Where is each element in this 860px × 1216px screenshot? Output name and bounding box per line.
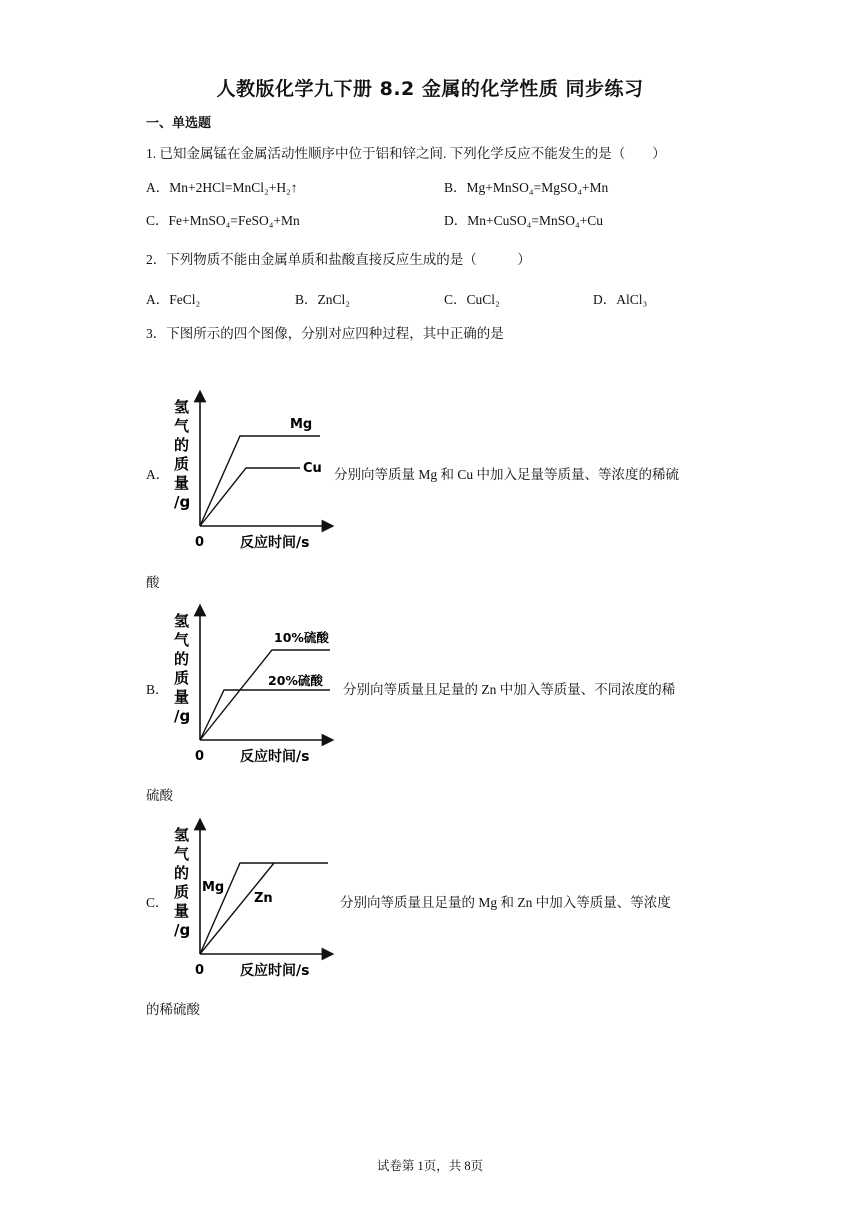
curve-label-20-percent: 20%硫酸 (268, 673, 323, 688)
y-label-char: 量 (174, 474, 190, 492)
y-label-char: 的 (174, 650, 190, 668)
y-label-char: 气 (174, 845, 190, 863)
question-2-option-b: B．ZnCl₂ (295, 292, 350, 307)
x-axis-label: 反应时间/s (240, 749, 310, 765)
x-axis-label: 反应时间/s (240, 963, 310, 979)
question-2-stem: 2．下列物质不能由金属单质和盐酸直接反应生成的是（ ） (146, 252, 531, 267)
question-3-option-a-text: 分别向等质量 Mg 和 Cu 中加入足量等质量、等浓度的稀硫 (334, 467, 680, 482)
question-3-option-c-letter: C． (146, 895, 169, 910)
question-3-option-b-text: 分别向等质量且足量的 Zn 中加入等质量、不同浓度的稀 (343, 682, 676, 697)
curve-mg (200, 863, 328, 954)
y-label-char: 氢 (174, 398, 190, 416)
curve-label-mg: Mg (202, 880, 225, 895)
y-label-char: 的 (174, 436, 190, 454)
page-footer: 试卷第 1页，共 8页 (376, 1159, 484, 1173)
question-3-option-c-text-cont: 的稀硫酸 (146, 1002, 200, 1017)
curve-label-mg: Mg (290, 417, 313, 432)
section-heading: 一、单选题 (146, 116, 212, 131)
page-title: 人教版化学九下册 8.2 金属的化学性质 同步练习 (216, 78, 644, 100)
curve-label-10-percent: 10%硫酸 (274, 630, 329, 645)
question-3-option-c-text: 分别向等质量且足量的 Mg 和 Zn 中加入等质量、等浓度 (340, 895, 671, 910)
y-label-char: /g (174, 921, 191, 939)
question-3-option-b-letter: B． (146, 682, 169, 697)
question-1-option-b: B．Mg+MnSO₄=MgSO₄+Mn (444, 180, 609, 195)
y-label-char: 气 (174, 631, 190, 649)
curve-label-zn: Zn (254, 891, 273, 906)
y-label-char: 质 (174, 455, 190, 473)
y-label-char: /g (174, 493, 191, 511)
curve-mg (200, 436, 320, 526)
y-label-char: 气 (174, 417, 190, 435)
y-label-char: 量 (174, 902, 190, 920)
curve-label-cu: Cu (303, 461, 322, 476)
curve-cu (200, 468, 300, 526)
question-3-option-a-letter: A． (146, 467, 170, 482)
question-1-stem: 1. 已知金属锰在金属活动性顺序中位于铝和锌之间. 下列化学反应不能发生的是（ ） (146, 146, 666, 161)
y-label-char: 质 (174, 669, 190, 687)
question-1-option-a: A．Mn+2HCl=MnCl₂+H₂↑ (146, 180, 298, 195)
question-3-option-b-text-cont: 硫酸 (146, 788, 173, 803)
y-label-char: /g (174, 707, 191, 725)
origin-label: 0 (195, 749, 205, 764)
question-2-option-c: C．CuCl₂ (444, 292, 500, 307)
y-label-char: 的 (174, 864, 190, 882)
origin-label: 0 (195, 963, 205, 978)
question-2-option-d: D．AlCl₃ (593, 292, 648, 307)
curve-10-percent (200, 650, 330, 740)
question-2-option-a: A．FeCl₂ (146, 292, 201, 307)
y-label-char: 质 (174, 883, 190, 901)
question-1-option-c: C．Fe+MnSO₄=FeSO₄+Mn (146, 213, 300, 228)
question-1-option-d: D．Mn+CuSO₄=MnSO₄+Cu (444, 213, 604, 228)
graph-b (162, 602, 338, 768)
y-label-char: 氢 (174, 826, 190, 844)
question-3-option-a-text-cont: 酸 (146, 575, 160, 590)
graph-c (162, 816, 338, 982)
curve-zn (200, 863, 274, 954)
y-label-char: 氢 (174, 612, 190, 630)
origin-label: 0 (195, 535, 205, 550)
x-axis-label: 反应时间/s (240, 535, 310, 551)
y-label-char: 量 (174, 688, 190, 706)
question-3-stem: 3．下图所示的四个图像，分别对应四种过程，其中正确的是 (146, 326, 504, 341)
graph-a (162, 388, 334, 554)
